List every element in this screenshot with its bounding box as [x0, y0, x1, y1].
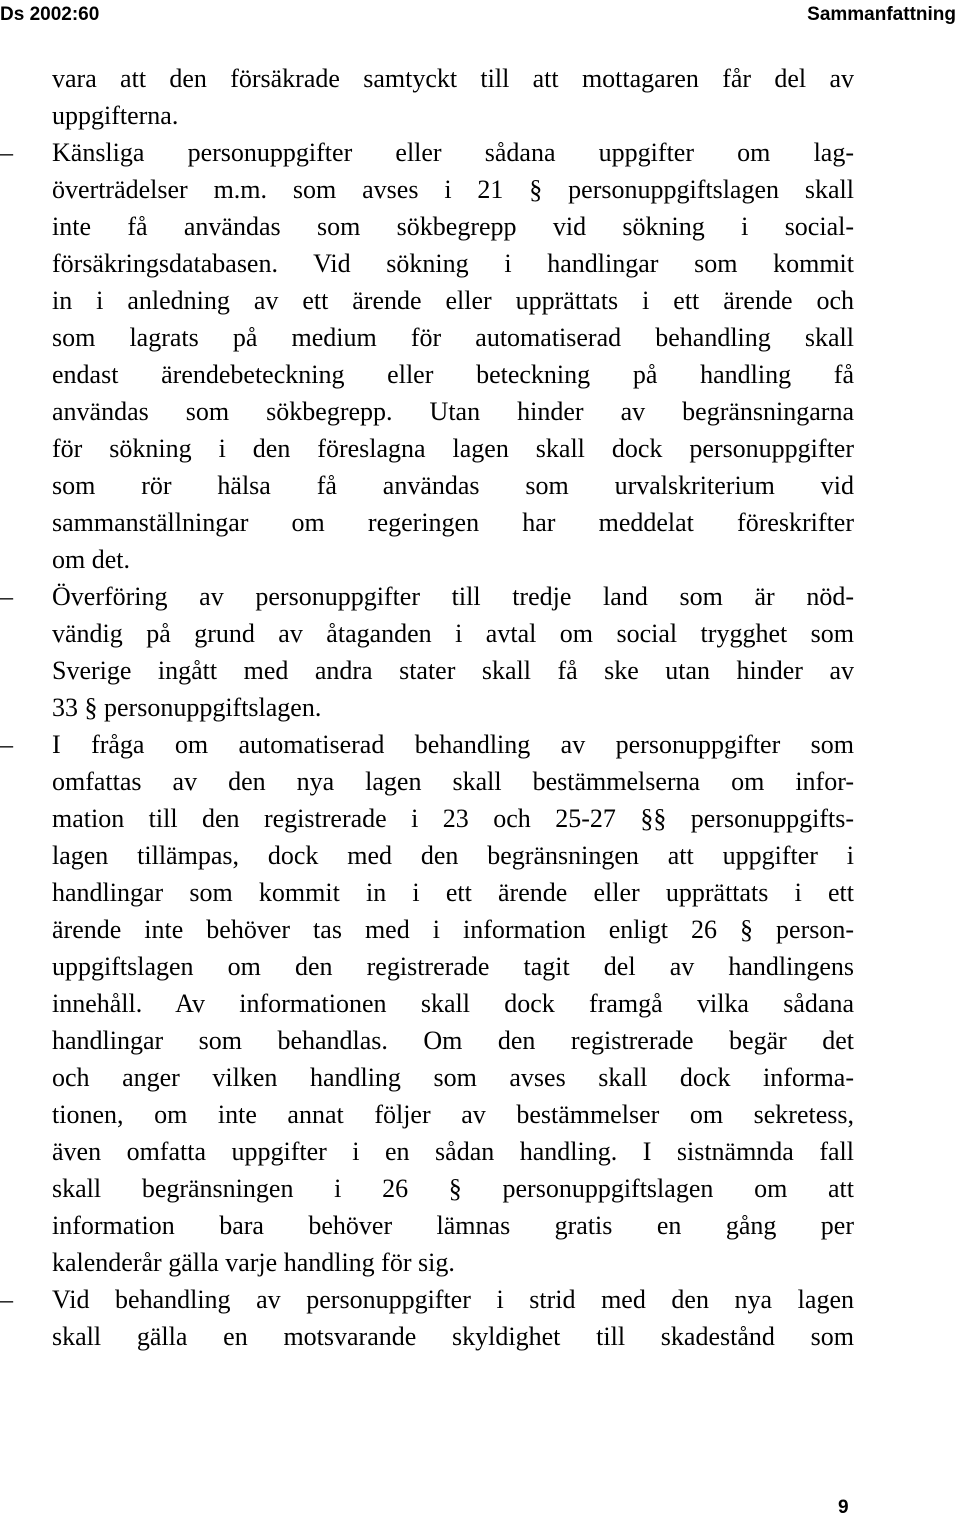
line-text: kalenderår gälla varje handling för sig.: [52, 1248, 455, 1277]
text-line: [0, 1096, 854, 1133]
text-line: [0, 1318, 854, 1355]
section-title: Sammanfattning: [807, 4, 956, 25]
line-text: inte få användas som sökbegrepp vid sökning i social-: [52, 212, 854, 241]
text-line: [0, 356, 854, 393]
document-reference: Ds 2002:60: [0, 4, 100, 25]
text-line: [0, 319, 854, 356]
text-line: [0, 134, 854, 171]
text-line: [0, 800, 854, 837]
line-text: handlingar som kommit in i ett ärende eller upprättats i ett: [52, 878, 854, 907]
line-text: sammanställningar om regeringen har meddelat föreskrifter: [52, 508, 854, 537]
text-line: [0, 1170, 854, 1207]
line-text: även omfatta uppgifter i en sådan handling. I sistnämnda fall: [52, 1137, 854, 1166]
text-line: [0, 837, 854, 874]
line-text: I fråga om automatiserad behandling av personuppgifter som: [52, 730, 854, 759]
text-line: [0, 985, 854, 1022]
text-line: [0, 1244, 854, 1281]
text-line: [0, 504, 854, 541]
line-text: Känsliga personuppgifter eller sådana uppgifter om lag-: [52, 138, 854, 167]
line-text: skall begränsningen i 26 § personuppgiftslagen om att: [52, 1174, 854, 1203]
line-text: uppgiftslagen om den registrerade tagit del av handlingens: [52, 952, 854, 981]
line-text: användas som sökbegrepp. Utan hinder av begränsningarna: [52, 397, 854, 426]
line-text: Överföring av personuppgifter till tredje land som är nöd-: [52, 582, 854, 611]
text-line: [0, 541, 854, 578]
line-text: som lagrats på medium för automatiserad behandling skall: [52, 323, 854, 352]
bullet-dash: –: [0, 582, 13, 611]
line-text: ärende inte behöver tas med i information enligt 26 § person-: [52, 915, 854, 944]
body-text: [0, 60, 960, 1355]
text-line: [0, 763, 854, 800]
line-text: försäkringsdatabasen. Vid sökning i handlingar som kommit: [52, 249, 854, 278]
text-line: [0, 911, 854, 948]
line-text: 33 § personuppgiftslagen.: [52, 693, 322, 722]
text-line: [0, 1133, 854, 1170]
line-text: vara att den försäkrade samtyckt till att mottagaren får del av: [52, 64, 854, 93]
text-line: [0, 60, 854, 97]
text-line: [0, 245, 854, 282]
text-line: [0, 1022, 854, 1059]
text-line: [0, 1059, 854, 1096]
text-line: [0, 578, 854, 615]
text-line: [0, 726, 854, 763]
line-text: Sverige ingått med andra stater skall få ske utan hinder av: [52, 656, 854, 685]
bullet-dash: –: [0, 730, 13, 759]
line-text: Vid behandling av personuppgifter i strid med den nya lagen: [52, 1285, 854, 1314]
text-line: [0, 467, 854, 504]
line-text: och anger vilken handling som avses skall dock informa-: [52, 1063, 854, 1092]
line-text: uppgifterna.: [52, 101, 179, 130]
text-line: [0, 171, 854, 208]
text-line: [0, 689, 854, 726]
text-line: [0, 208, 854, 245]
text-line: [0, 430, 854, 467]
text-line: [0, 393, 854, 430]
line-text: in i anledning av ett ärende eller upprättats i ett ärende och: [52, 286, 854, 315]
line-text: för sökning i den föreslagna lagen skall dock personuppgifter: [52, 434, 854, 463]
text-line: [0, 97, 854, 134]
text-line: [0, 1207, 854, 1244]
line-text: överträdelser m.m. som avses i 21 § personuppgiftslagen skall: [52, 175, 854, 204]
line-text: vändig på grund av åtaganden i avtal om social trygghet som: [52, 619, 854, 648]
text-line: [0, 652, 854, 689]
line-text: skall gälla en motsvarande skyldighet till skadestånd som: [52, 1322, 854, 1351]
line-text: mation till den registrerade i 23 och 25-27 §§ personuppgifts-: [52, 804, 854, 833]
bullet-dash: –: [0, 1285, 13, 1314]
bullet-dash: –: [0, 138, 13, 167]
text-line: [0, 282, 854, 319]
text-line: [0, 948, 854, 985]
text-line: [0, 615, 854, 652]
page-header: [0, 4, 960, 28]
line-text: innehåll. Av informationen skall dock framgå vilka sådana: [52, 989, 854, 1018]
line-text: handlingar som behandlas. Om den registrerade begär det: [52, 1026, 854, 1055]
line-text: tionen, om inte annat följer av bestämmelser om sekretess,: [52, 1100, 854, 1129]
text-line: [0, 874, 854, 911]
line-text: endast ärendebeteckning eller beteckning på handling få: [52, 360, 854, 389]
line-text: information bara behöver lämnas gratis en gång per: [52, 1211, 854, 1240]
line-text: omfattas av den nya lagen skall bestämmelserna om infor-: [52, 767, 854, 796]
line-text: om det.: [52, 545, 130, 574]
page-number: 9: [838, 1497, 849, 1518]
line-text: som rör hälsa få användas som urvalskriterium vid: [52, 471, 854, 500]
text-line: [0, 1281, 854, 1318]
line-text: lagen tillämpas, dock med den begränsningen att uppgifter i: [52, 841, 854, 870]
